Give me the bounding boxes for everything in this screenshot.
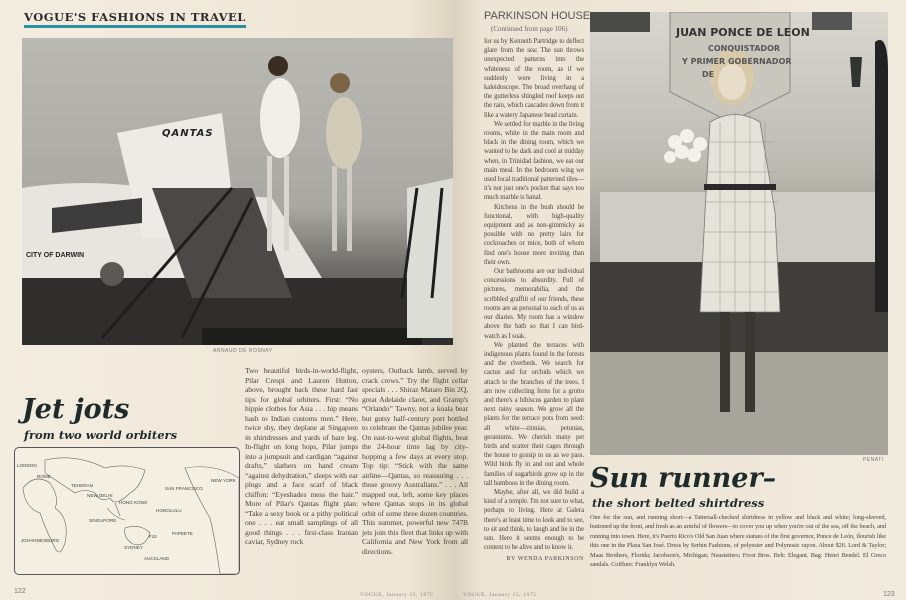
map-city: HONOLULU (156, 508, 182, 513)
section-kicker: VOGUE'S FASHIONS IN TRAVEL (24, 10, 246, 28)
page-number: 122 (14, 588, 26, 595)
byline: BY WENDA PARKINSON (506, 556, 584, 563)
plane-illustration (22, 38, 453, 345)
map-city: HONG KONG (119, 500, 148, 505)
map-city: NEW YORK (211, 478, 236, 483)
map-city: TEHERAN (71, 483, 93, 488)
paragraph: Maybe, after all, we did build a kind of a temple. I'm not sure to what, perhaps to living. Here at Galera there's at least time to look and to see, to sit and think, to laugh and lie in the sun. Here it seems enough to be content to be alive and to know it. (484, 488, 584, 552)
map-city: PAPEETE (172, 531, 193, 536)
map-city: SYDNEY (124, 545, 143, 550)
map-outline (15, 448, 239, 574)
continued-note: (Continued from page 106) (491, 25, 568, 33)
page-footer: VOGUE, January 15, 1975 (463, 592, 537, 598)
caption-headline: Sun runner– (590, 463, 777, 494)
photo-credit: PENATI (863, 457, 884, 463)
world-route-map (14, 447, 240, 575)
airline-logo-text: QANTAS (162, 128, 214, 139)
paragraph: Our bathrooms are our individual concessions to absurdity. Full of pictures, memorabilia, and the scribbled graffiti of our friends, these rooms are as personal to each of us as our diaries. My room has a window above the bath so that I can bird-watch as I soak. (484, 268, 584, 340)
map-city: AUCKLAND (144, 556, 170, 561)
map-city: LONDON (17, 463, 37, 468)
map-city: SAN FRANCISCO (165, 486, 203, 491)
map-city: SINGAPORE (89, 518, 117, 523)
fashion-caption: One for the sun, and running short—a Tattersall-checked shirtdress in yellow and black and white; long-sleeved, buttoned up the front, and fresh as an armful of flowers—to cover you up when you're out of the sea, off the beach, and running into town. Here, it's Puerto Rico's Old San Juan where statues of the first governor, Ponce de León, flourish like this one in the Plaza San José. Dress by Serbin Fashions, of polyester and Polynosic rayon. About $26. Lord & Taylor; Maas Brothers, Florida; Jacobson's, Michigan; Neustetters; Frost Bros. Belt: Elegant. Bag: Henri Bendel. El Greco sandals. Coiffure: Franklyn Welsh. (590, 514, 886, 569)
caption-subhead: the short belted shirtdress (592, 496, 765, 510)
article-subhead: from two world orbiters (24, 428, 178, 442)
statue-inscription: JUAN PONCE DE LEON (676, 26, 810, 39)
statue-inscription: DE (702, 70, 715, 79)
body-column-2: oysters, Outback lamb, served by crack crews.” Try the flight cellar specials . . . Shiraz Mataro Bin 2Q, great Adelaide claret, and Gramp's “Orlando” Tawny, not a koala bear but gutsy half-century port bottled to celebrate the Qantas jubilee year. On east-to-west global flights, beat the 24-hour time lag by city-hopping a few days at every stop. Top tip: “Stick with the same airline—Qantas, so reassuring . . . those groovy Australians.” . . . All mapped out, left, some key places where Qantas stops in its global orbit of some three dozen countries. This summer, powerful new 747B jets join this fleet that links up with California and New York from all directions. (362, 366, 468, 556)
plaza-scene (590, 12, 888, 455)
right-page (453, 0, 906, 600)
plane-name-text: CITY OF DARWIN (26, 252, 85, 259)
paragraph: Kitchens in the bush should be functional, with high-quality equipment and as non-gimmicky as possible with no pretty lairs for cockroaches or mice, both of whom find one's house more inviting than their own. (484, 203, 584, 266)
qantas-plane-photo (22, 38, 453, 345)
photo-credit: ARNAUD DE ROSNAY (213, 348, 273, 354)
shirtdress-photo (590, 12, 888, 455)
paragraph: We settled for marble in the living rooms, white in the main room and black in the dining room, which we wanted to be dark and cool at midday when, in Trinidad fashion, we eat our main meal. In the bedroom wing we used local traditional patterned tiles—it's not just one's pocket that says too much marble is banal. (484, 120, 584, 202)
map-city: JOHANNESBURG (21, 538, 60, 543)
page-footer: VOGUE, January 15, 1975 (360, 592, 434, 598)
statue-inscription: CONQUISTADOR (708, 44, 781, 53)
article-headline: Jet jots (22, 394, 130, 425)
paragraph: We planted the terraces with indigenous plants found in the forests and the riverbeds. We search for cactus and for orchids which we attach to the branches of the trees. I am now collecting ferns for a grotto and there's a hibiscus garden to plant next rainy season. We grow all the plants for the terrace pots from seed: all white—zinnias, petunias, geraniums. We cherish many pet birds and scatter their cages through the house to gossip to us as we pass. Wild birds fly in and out and whole families of sugarbirds grow up in the tall bamboos in the dining room. (484, 341, 584, 487)
section-title: PARKINSON HOUSE (484, 10, 591, 22)
page-number: 123 (883, 591, 895, 598)
map-city: ROME (37, 474, 51, 479)
map-city: NEW DELHI (87, 493, 113, 498)
statue-inscription: Y PRIMER GOBERNADOR (682, 57, 792, 66)
body-column-1: Two beautiful birds-in-world-flight, Pilar Crespi and Lauren Hutton, above, brought back these hard fast tips for global orbiters. First: “No hippie clothes for Asia . . . hip means hash to Indian customs men.” Here, twice shy, they deplane at Singapore in shirtdresses and yards of bare leg. In-flight on long hops, Pilar jumps into a jumpsuit and cardigan “against drafts,” slathers on hand cream “against dehydration,” sleeps with ear plugs and a face scarf of black chiffon: “Eyeshades mess the hair.” More of Pilar's Qantas flight plan: “Take a sexy book or a pithy political one . . . eat small samplings of all good things . . . first-class Iranian caviar, Sydney rock (245, 366, 358, 546)
map-city: FIJI (149, 534, 157, 539)
article-column (484, 37, 584, 565)
paragraph: for us by Kenneth Partridge to deflect glare from the sea: The sun throws unexpected patterns into the whiteness of the room, as if we suddenly were living in a kaleidoscope. The broad overhang of the gutterless shingled roof keeps out the rain, which cascades down from it like a watery Japanese bead curtain. (484, 38, 584, 119)
